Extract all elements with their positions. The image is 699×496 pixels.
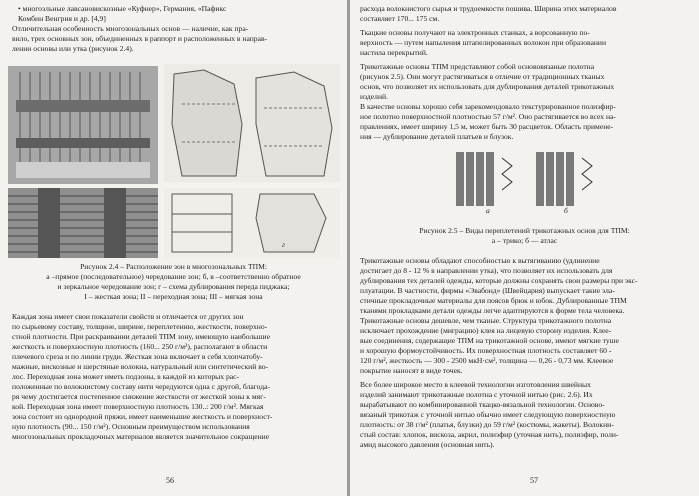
text-line: составляет 170... 175 см.	[360, 14, 440, 23]
page-number: 57	[530, 476, 538, 485]
figure-caption-line: I – жесткая зона; II – переходная зона; III – мягкая зона	[84, 292, 263, 301]
text-line: верхность — путем напыления штапелированных волокон при образовании	[360, 38, 607, 47]
text-line: ную плотность (90... 150 г/м²). Основным преимуществом использования	[12, 422, 250, 431]
text-line: Отличительная особенность многозональных основ — наличие, как пра-	[12, 24, 249, 33]
multizone-fabric-photo-b	[8, 188, 158, 258]
figure-label-a: а	[486, 206, 490, 215]
text-line: расхода волокнистого сырья и трудоемкости пошива. Ширина этих материалов	[360, 4, 617, 13]
figure-caption-title: Рисунок 2.4 – Расположение зон в многозональных ТПМ:	[80, 262, 267, 271]
text-line: дублирования тех деталей одежды, которые должны сохранять свои размеры при экс-	[360, 276, 638, 285]
text-line: правлениях, имеет ширину 1,5 м, может быть 30 расцветок. Область примене-	[360, 122, 614, 131]
text-line: Трикотажные основы ТПМ представляют собой основовязаные полотна	[360, 62, 595, 71]
text-line: и хорошую формоустойчивость. Их поверхностная плотность составляет 60 -	[360, 346, 612, 355]
text-line: вило, трех основных зон, объединенных в раппорт и расположенных в направ-	[12, 34, 268, 43]
text-line: тканями прокладками детали одежды легче адаптируются к форме тела человека.	[360, 306, 625, 315]
text-line: жесткость и поверхностную плотность (160... 250 г/м²), располагают в области	[12, 342, 268, 351]
text-line: основ, что позволяет их использовать для дублирования деталей трикотажных	[360, 82, 615, 91]
figure-2-4	[0, 64, 347, 260]
text-line: (рисунок 2.5). Они могут растягиваться в отличие от традиционных тканых	[360, 72, 605, 81]
text-line: плуатации. В частности, фирмы «Эвабонд» (Швейцария) выпускает такие эла-	[360, 286, 615, 295]
text-line: покрытие наносят в виде точек.	[360, 366, 463, 375]
figure-caption-line: а – трико; б — атлас	[491, 236, 558, 245]
text-line: Каждая зона имеет свои показатели свойств и отличается от других зон	[12, 312, 244, 321]
text-line: зона состоит из однородной пряжи, имеет наименьшие жесткость и поверхност-	[12, 412, 273, 421]
text-line: ное полотно поверхностной плотностью 57 г/м². Оно растягивается во всех на-	[360, 112, 616, 121]
text-line: плечевого среза и по линии груди. Жесткая зона включает в себя хлопчатобу-	[12, 352, 263, 361]
figure-caption-line: а –прямое (последовательное) чередование зон; б, в –соответственно обратное	[46, 272, 301, 281]
text-line: ря чему достигается постепенное снижение жесткости от жесткой зоны к мяг-	[12, 392, 266, 401]
text-line: достигает до 8 - 12 % в направлении утка), что позволяет их использовать для	[360, 266, 613, 275]
text-line: ния — дублирование деталей платьев и блузок.	[360, 132, 514, 141]
text-line: исключает прохождение (миграцию) клея на лицевую сторону изделия. Клее-	[360, 326, 612, 335]
figure-label-b: б	[564, 206, 568, 215]
figure-caption-line: и зеркальное чередование зон; г – схема дублирования переда пиджака;	[57, 282, 290, 291]
text-line: стый состав: хлопок, вискоза, акрил, полиэфир (уточная нить), полиэфир, поли-	[360, 430, 619, 439]
text-line: стной плотности. При раскраивании деталей ТПМ зону, имеющую наибольшие	[12, 332, 270, 341]
text-line: многозональных прокладочных материалов является значительное сокращение	[12, 432, 270, 441]
figure-caption-title: Рисунок 2.5 – Виды переплетений трикотажных основ для ТПМ:	[419, 226, 630, 235]
page-number: 56	[166, 476, 174, 485]
jacket-front-pattern-diagram	[164, 64, 340, 182]
text-line: • многоэльные лавсановискозные «Куфнер», Германия, «Пафикс	[18, 4, 227, 13]
text-line: стичные прокладочные материалы для поясов брюк и юбок. Дублированные ТПМ	[360, 296, 627, 305]
zone-layout-diagram	[164, 188, 340, 258]
text-line: по сырьевому составу, толщине, ширине, переплетению, жесткости, поверхно-	[12, 322, 268, 331]
text-line: Ткацкие основы получают на электронных станках, а ворсованную по-	[360, 28, 590, 37]
text-line: изделий.	[360, 92, 388, 101]
text-line: вые соединения, содержащие ТПМ на трикотажной основе, имеют мягкие туше	[360, 336, 619, 345]
figure-2-5	[450, 146, 610, 216]
text-line: кой. Переходная зона имеет поверхностную плотность 130..: 200 г/м². Мягкая	[12, 402, 264, 411]
knit-structure-illustration	[450, 146, 610, 216]
text-line: вырабатывают по комбинированной ткацко-вязальной технологии. Осново-	[360, 400, 605, 409]
text-line: Трикотажные основы обладают способностью к вытягиванию (удлинение	[360, 256, 600, 265]
multizone-fabric-photo-a	[8, 66, 158, 184]
text-line: мажные, вискозные и шерстяные волокна, натуральный или синтетический во-	[12, 362, 269, 371]
text-line: лении основы или утка (рисунок 2.4).	[12, 44, 134, 53]
figure-label-g: г	[282, 240, 285, 249]
text-line: плотность: от 38 г/м² (платья, блузки) до 59 г/м² (костюмы, жакеты). Волокни-	[360, 420, 614, 429]
text-line: Комбин Венгрия и др. [4,9]	[18, 14, 106, 23]
text-line: амид высокого давления (основная нить).	[360, 440, 495, 449]
text-line: В качестве основы хорошо себя зарекомендовало текстурированное полиэфир-	[360, 102, 616, 111]
text-line: Трикотажные основы дешевле, чем тканые. Структура трикотажного полотна	[360, 316, 612, 325]
right-page	[350, 0, 699, 496]
text-line: настила перекрытий.	[360, 48, 428, 57]
text-line: изделий занимают трикотажные полотна с уточной нитью (рис. 2.6). Их	[360, 390, 593, 399]
text-line: 120 г/м², жесткость — 300 - 2500 мкН·см², толщина — 0,26 - 0,73 мм. Клеевое	[360, 356, 614, 365]
text-line: лос. Переходная зона может иметь подзоны, в каждой из которых рас-	[12, 372, 240, 381]
text-line: положенные по волокнистому составу нити чередуются одна с другой, благода-	[12, 382, 270, 391]
left-page	[0, 0, 347, 496]
text-line: Все более широкое место в клеевой технологии изготовления швейных	[360, 380, 591, 389]
text-line: вязаный трикотаж с уточной нитью обычно имеет следующую поверхностную	[360, 410, 616, 419]
